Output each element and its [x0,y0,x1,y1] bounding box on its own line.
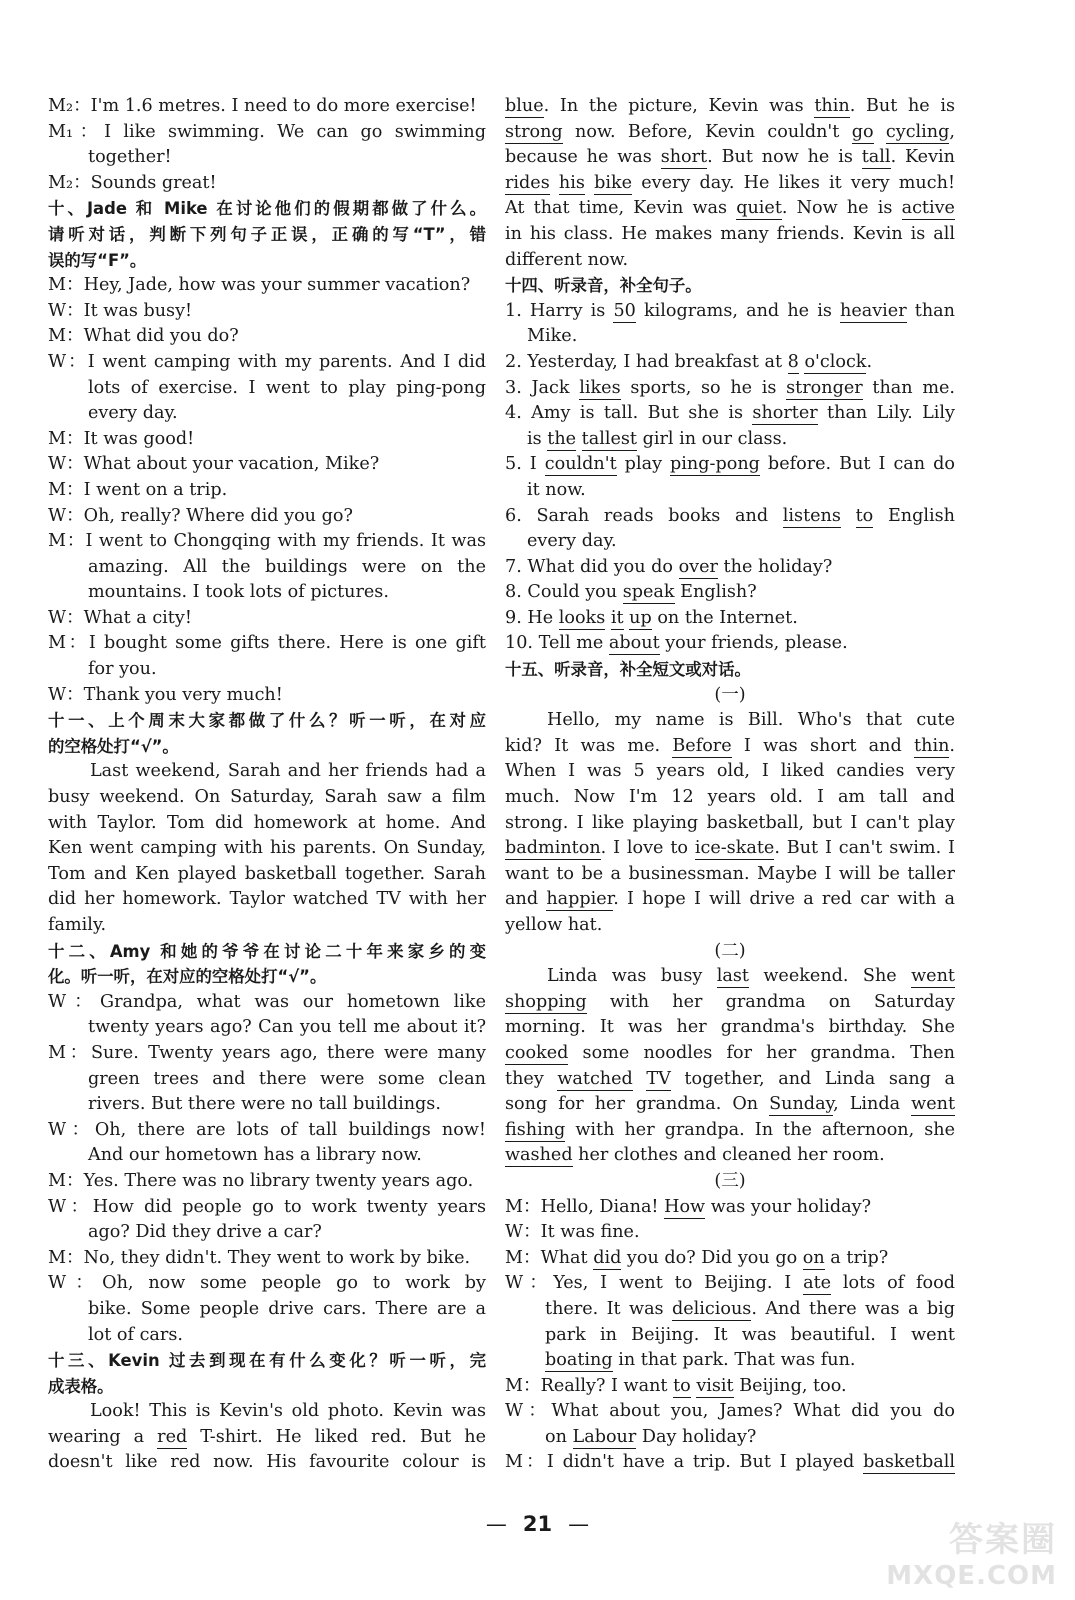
answer-underline: shorter [752,403,818,424]
answer-underline: tall [861,147,891,168]
left-column-line: M：Yes. There was no library twenty years ago. [48,1170,474,1191]
right-column-line: 3. Jack likes sports, so he is stronger than me. [505,377,955,398]
answer-underline: visit [696,1375,734,1396]
right-column-line: every day. [527,531,617,552]
answer-underline: active [901,198,955,219]
right-column-line: strong now. Before, Kevin couldn't go cycling, [505,121,955,142]
right-column-line: (一) [714,684,746,705]
right-column-line: washed her clothes and cleaned her room. [505,1145,885,1166]
answer-underline: Sunday [769,1094,834,1115]
left-column-line: busy weekend. On Saturday, Sarah saw a film [48,787,486,808]
answer-underline: ate [803,1273,832,1294]
answer-underline: speak [622,582,675,603]
right-column-line: cooked some noodles for her grandma. Then [505,1042,955,1063]
answer-underline: did [593,1247,622,1268]
right-column-line: and happier. I hope I will drive a red car with a [505,889,955,910]
right-column-line: 1. Harry is 50 kilograms, and he is heavier than [505,300,955,321]
left-column-line: W：Oh, there are lots of tall buildings now! [48,1119,486,1140]
left-column-line: Ken went camping with his parents. On Sunday, [48,838,486,859]
left-column-line: M：I went to Chongqing with my friends. It was [48,531,486,552]
right-column-line: want to be a businessman. Maybe I will be taller [505,863,955,884]
right-column-line: there. It was delicious. And there was a big [545,1298,955,1319]
answer-underline: heavier [840,300,907,321]
answer-underline: thin [814,96,850,116]
left-column-line: for you. [88,659,157,680]
right-column-line: morning. It was her grandma's birthday. She [505,1017,955,1038]
left-column-line: wearing a red T-shirt. He liked red. But he [48,1426,486,1447]
left-column-line: did her homework. Taylor watched TV with her [48,889,486,910]
left-column-line: lots of exercise. I went to play ping-pong [88,377,486,398]
right-column-line: (二) [714,940,746,961]
left-column-line: 十一、上个周末大家都做了什么？听一听，在对应 [48,711,486,731]
right-column-line: on Labour Day holiday? [545,1426,757,1447]
answer-underline: go [851,121,874,142]
answer-underline: red [157,1426,188,1447]
page-number: — 21 — [485,1512,590,1536]
answer-underline: TV [646,1068,671,1089]
answer-underline: last [716,966,749,987]
left-column-line: W：It was busy! [48,300,193,321]
answer-underline: fishing [505,1119,566,1140]
left-column-line: Look! This is Kevin's old photo. Kevin was [90,1401,486,1422]
left-column-line: 的空格处打“√”。 [48,736,179,756]
answer-underline: tallest [581,428,637,449]
right-column-line: M：What did you do? Did you go on a trip? [505,1247,889,1268]
answer-underline: on [802,1247,825,1268]
right-column-line: different now. [505,249,629,270]
right-column-line: is the tallest girl in our class. [527,428,788,449]
left-column-line: M：I bought some gifts there. Here is one gift [48,633,486,654]
answer-underline: thin [914,735,950,756]
answer-underline: 8 [787,351,799,372]
right-column-line: it now. [527,479,586,500]
answer-underline: rides [505,172,550,193]
left-column-line: M₂：I'm 1.6 metres. I need to do more exercise! [48,96,477,116]
left-column-line: 请听对话，判断下列句子正误，正确的写“T”，错 [48,224,486,244]
answer-underline: quiet [736,198,782,219]
left-column-line: mountains. I took lots of pictures. [88,582,389,603]
left-column-line: M：Hey, Jade, how was your summer vacation? [48,275,471,296]
answer-underline: delicious [671,1298,752,1319]
left-column-line: 化。听一听，在对应的空格处打“√”。 [48,967,327,987]
right-column-line: because he was short. But now he is tall. Kevin [505,147,955,168]
right-column-line: song for her grandma. On Sunday, Linda went [505,1094,955,1115]
answer-underline: basketball [863,1452,955,1473]
answer-underline: over [678,556,718,577]
right-column-line: they watched TV together, and Linda sang a [505,1068,955,1089]
left-column-line: 十三、Kevin 过去到现在有什么变化？听一听，完 [48,1351,486,1371]
left-column-line: W：Grandpa, what was our hometown like [48,991,486,1012]
right-column-line: yellow hat. [505,915,603,935]
right-column-line: strong. I like playing basketball, but I can't play [505,812,955,833]
right-column-line: 7. What did you do over the holiday? [505,556,833,577]
right-column-line: When I was 5 years old, I liked candies very [505,761,955,782]
answer-underline: badminton [505,838,601,859]
answer-underline: up [629,607,652,628]
answer-underline: ice-skate [694,838,775,859]
left-column-line: 成表格。 [48,1376,114,1396]
left-column-line: rivers. But there were no tall buildings. [88,1094,441,1115]
left-column-line: bike. Some people drive cars. There are a [88,1298,486,1319]
right-column-line: badminton. I love to ice-skate. But I can't swim. I [505,838,955,859]
left-column-line: doesn't like red now. His favourite colour is [48,1452,486,1473]
left-column-line: M₁：I like swimming. We can go swimming [48,121,486,142]
answer-underline: short [660,147,708,168]
left-column-line: green trees and there were some clean [88,1068,486,1089]
left-column-line: W：I went camping with my parents. And I did [48,351,486,372]
left-column [48,94,486,1476]
watermark-logo [847,1512,1057,1590]
answer-underline: happier [546,889,614,910]
answer-underline: cooked [505,1042,569,1063]
left-column-line: M：Sure. Twenty years ago, there were many [48,1042,486,1063]
answer-underline: How [664,1196,706,1217]
left-column-line: M：It was good! [48,428,195,449]
answer-underline: listens [782,505,841,526]
answer-underline: it [610,607,624,628]
right-column-line: much. Now I'm 12 years old. I am tall and [505,787,955,808]
right-column-line: Mike. [527,326,578,347]
left-column-line: 十二、Amy 和她的爷爷在讨论二十年来家乡的变 [48,941,486,961]
answer-underline: cycling [885,121,950,142]
answer-underline: o'clock [804,351,867,372]
right-column-line: blue. In the picture, Kevin was thin. But he is [505,96,955,116]
left-column-line: M：No, they didn't. They went to work by bike. [48,1247,471,1268]
right-column-line: park in Beijing. It was beautiful. I went [545,1324,955,1345]
left-column-line: with Taylor. Tom did homework at home. And [48,812,486,833]
right-column-line: W：It was fine. [505,1222,640,1243]
answer-underline: watched [557,1068,633,1089]
right-column-line: 10. Tell me about your friends, please. [505,633,848,654]
answer-underline: 50 [613,300,636,321]
right-column-line: At that time, Kevin was quiet. Now he is active [505,198,955,219]
answer-underline: went [911,1094,955,1115]
answer-underline: likes [579,377,621,398]
left-column-line: M：What did you do? [48,326,239,347]
right-column-line: 5. I couldn't play ping-pong before. But I can do [505,454,955,475]
answer-underline: blue [505,96,544,116]
left-column-line: W：What about your vacation, Mike? [48,454,380,475]
left-column-line: Last weekend, Sarah and her friends had a [90,761,486,782]
right-column-line: 8. Could you speak English? [505,582,757,603]
left-column-line: W：How did people go to work twenty years [48,1196,486,1217]
right-column-line: rides his bike every day. He likes it very much! [505,172,955,193]
right-column-line: 4. Amy is tall. But she is shorter than Lily. Lily [505,403,955,424]
left-column-line: M₂：Sounds great! [48,172,217,193]
right-column-line: W：Yes, I went to Beijing. I ate lots of food [505,1273,955,1294]
left-column-line: And our hometown has a library now. [88,1145,422,1166]
left-column-line: lot of cars. [88,1324,183,1345]
left-column-line: M：I went on a trip. [48,479,228,500]
answer-underline: about [608,633,660,654]
answer-underline: couldn't [544,454,617,475]
right-column-line: W：What about you, James? What did you do [505,1401,955,1422]
left-column-line: together! [88,147,172,168]
right-column-line: M：Really? I want to visit Beijing, too. [505,1375,847,1396]
right-column-line: 十四、听录音，补全句子。 [505,276,702,296]
answer-underline: shopping [505,991,587,1012]
right-column-line: in his class. He makes many friends. Kevin is all [505,223,955,244]
left-column-line: 误的写“F”。 [48,250,147,270]
left-column-line: family. [48,915,107,935]
left-column-line: every day. [88,403,178,424]
left-column-line: ago? Did they drive a car? [88,1222,322,1243]
answer-underline: stronger [786,377,863,398]
answer-underline: the [547,428,577,449]
answer-underline: ping-pong [670,454,760,475]
page-number-value: 21 [522,1512,553,1536]
answer-underline: went [911,966,955,987]
right-column-line: fishing with her grandpa. In the afternoon, she [505,1119,955,1140]
left-column-line: W：Oh, really? Where did you go? [48,505,353,526]
answer-underline: his [558,172,585,193]
watermark-bottom: MXQE.COM [886,1561,1057,1591]
left-column-line: 十、Jade 和 Mike 在讨论他们的假期都做了什么。 [48,199,486,219]
left-column-line: twenty years ago? Can you tell me about it? [88,1017,486,1038]
right-column-line: 2. Yesterday, I had breakfast at 8 o'clock. [505,351,873,372]
watermark-top: 答案圈 [949,1520,1057,1560]
answer-underline: Before [672,735,732,756]
answer-underline: looks [558,607,606,628]
answer-underline: to [673,1375,691,1396]
answer-underline: washed [505,1145,573,1166]
answer-underline: bike [594,172,633,193]
answer-underline: strong [505,121,563,142]
answer-underline: boating [545,1350,613,1371]
answer-underline: Labour [572,1426,637,1447]
left-column-line: W：What a city! [48,607,192,628]
right-column-line: shopping with her grandma on Saturday [505,991,955,1012]
right-column-line: 6. Sarah reads books and listens to English [505,505,955,526]
right-column-line: Hello, my name is Bill. Who's that cute [547,710,955,731]
left-column-line: W：Oh, now some people go to work by [48,1273,486,1294]
right-column-line: 十五、听录音，补全短文或对话。 [505,660,751,680]
right-column-line: boating in that park. That was fun. [545,1350,856,1371]
right-column [505,94,955,1476]
left-column-line: amazing. All the buildings were on the [88,556,486,577]
left-column-line: Tom and Ken played basketball together. Sarah [48,863,486,884]
right-column-line: kid? It was me. Before I was short and thin. [505,735,955,756]
right-column-line: (三) [714,1170,746,1191]
answer-underline: to [855,505,874,526]
right-column-line: M：Hello, Diana! How was your holiday? [505,1196,872,1217]
left-column-line: W：Thank you very much! [48,684,283,705]
right-column-line: Linda was busy last weekend. She went [547,966,955,987]
right-column-line: M：I didn't have a trip. But I played basketball [505,1452,955,1473]
right-column-line: 9. He looks it up on the Internet. [505,607,798,628]
